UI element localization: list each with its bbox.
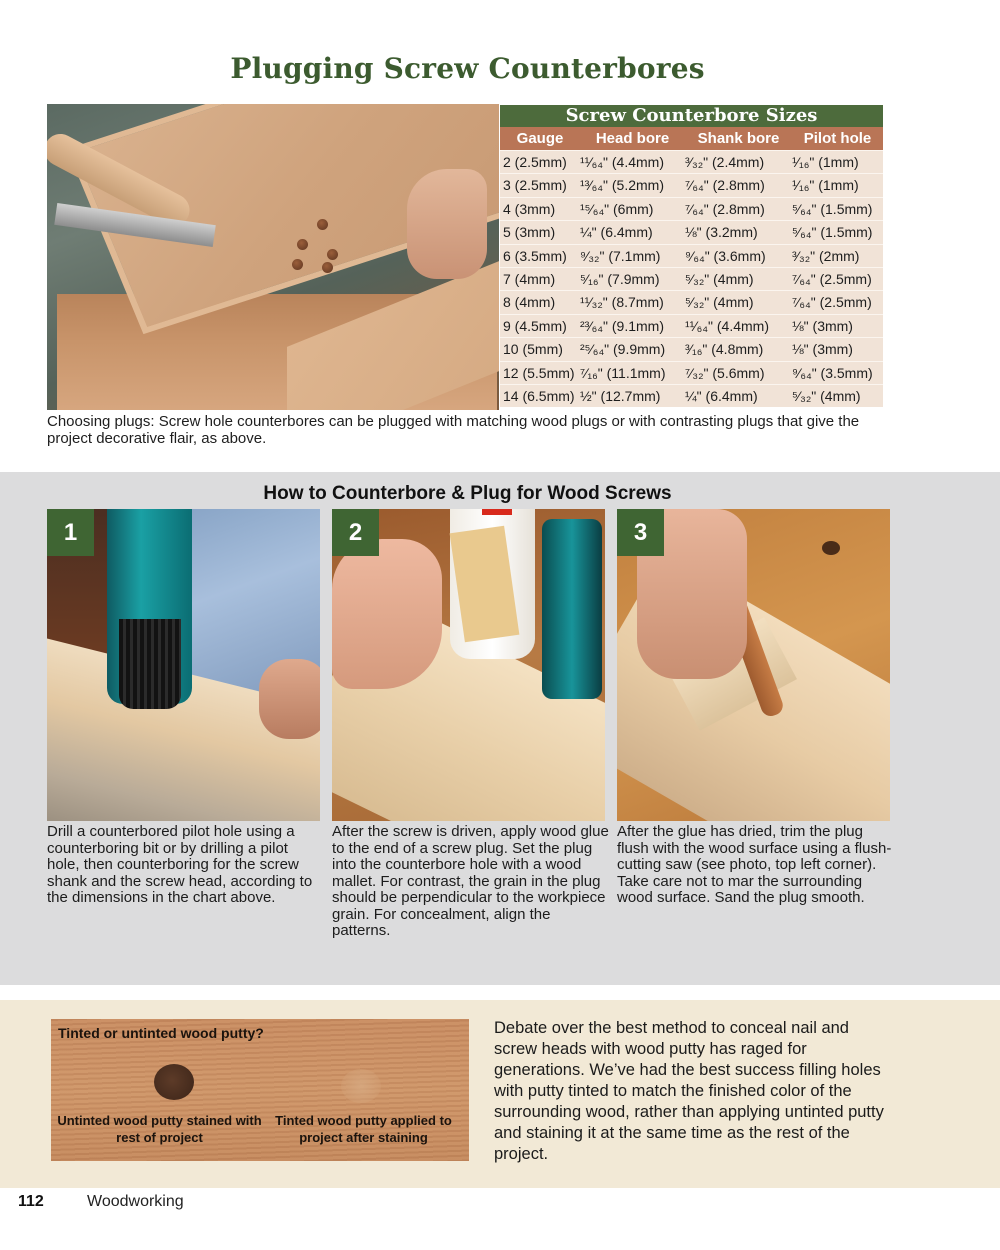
cell-pilot-hole: ⁹⁄₆₄" (3.5mm) (792, 364, 873, 381)
table-row (500, 267, 883, 290)
untinted-putty-spot (154, 1064, 194, 1100)
table-row (500, 220, 883, 243)
glue-bottle-cap (482, 509, 512, 515)
cell-gauge: 6 (3.5mm) (503, 247, 567, 264)
table-row (500, 290, 883, 313)
hand (332, 539, 442, 689)
column-header-gauge: Gauge (516, 130, 564, 147)
cell-pilot-hole: ⁵⁄₆₄" (1.5mm) (792, 200, 873, 217)
wood-plug (327, 249, 338, 260)
cell-shank-bore: ⁷⁄₃₂" (5.6mm) (685, 364, 765, 381)
column-header-pilot-hole: Pilot hole (803, 130, 872, 147)
cell-shank-bore: ⅛" (3.2mm) (685, 224, 758, 241)
table-row (500, 314, 883, 337)
cell-gauge: 2 (2.5mm) (503, 154, 567, 170)
step-1-photo (47, 509, 320, 821)
cell-head-bore: ⁷⁄₁₆" (11.1mm) (580, 364, 666, 381)
cell-head-bore: ½" (12.7mm) (580, 387, 661, 404)
cell-pilot-hole: ¹⁄₁₆" (1mm) (792, 154, 859, 170)
cell-pilot-hole: ⁷⁄₆₄" (2.5mm) (792, 270, 872, 287)
putty-comparison-photo (51, 1019, 469, 1161)
cell-head-bore: ⁹⁄₃₂" (7.1mm) (580, 247, 661, 264)
step-3-text: After the glue has dried, trim the plug flush with the wood surface using a flush-cutting saw (see photo, top left corner). Take care not to mar the surrounding wood surface. Sand the plug smooth. (617, 823, 892, 906)
cell-gauge: 3 (2.5mm) (503, 177, 567, 194)
cell-pilot-hole: ¹⁄₁₆" (1mm) (792, 177, 859, 194)
hand (259, 659, 320, 739)
step-2-photo (332, 509, 605, 821)
step-number-badge: 2 (332, 509, 379, 556)
cell-head-bore: ²³⁄₆₄" (9.1mm) (580, 317, 664, 334)
cell-pilot-hole: ⅛" (3mm) (792, 341, 853, 358)
cell-head-bore: ¹³⁄₆₄" (5.2mm) (580, 177, 664, 194)
cell-head-bore: ¹⁵⁄₆₄" (6mm) (580, 200, 654, 217)
cell-head-bore: ²⁵⁄₆₄" (9.9mm) (580, 341, 666, 358)
wood-plug (292, 259, 303, 270)
cell-gauge: 7 (4mm) (503, 270, 556, 287)
tinted-putty-label: Tinted wood putty applied to project after staining (275, 1113, 452, 1145)
cell-shank-bore: ⁹⁄₆₄" (3.6mm) (685, 247, 766, 264)
wood-plug (322, 262, 333, 273)
putty-photo-heading: Tinted or untinted wood putty? (58, 1025, 264, 1041)
step-number-badge: 1 (47, 509, 94, 556)
cell-gauge: 5 (3mm) (503, 224, 556, 241)
step-2-text: After the screw is driven, apply wood glue to the end of a screw plug. Set the plug into the counterbore hole with a wood mallet. For contrast, the grain in the plug should be perpendicular to the workpiece grain. For concealment, align the patterns. (332, 823, 609, 939)
tinted-putty-spot (341, 1069, 381, 1103)
table-row (500, 361, 883, 384)
cell-shank-bore: ⁵⁄₃₂" (4mm) (685, 294, 754, 311)
hero-caption: Choosing plugs: Screw hole counterbores can be plugged with matching wood plugs or with contrasting plugs that give the project decorative flair, as above. (47, 413, 860, 447)
cell-gauge: 14 (6.5mm) (503, 387, 575, 404)
cell-head-bore: ¹¹⁄₆₄" (4.4mm) (580, 154, 664, 170)
table-row (500, 197, 883, 220)
steps-title: How to Counterbore & Plug for Wood Screws (263, 483, 672, 504)
cell-pilot-hole: ⁵⁄₆₄" (1.5mm) (792, 224, 873, 241)
cell-shank-bore: ⁵⁄₃₂" (4mm) (685, 270, 754, 287)
counterbore-hole (822, 541, 840, 555)
cell-head-bore: ¹¹⁄₃₂" (8.7mm) (580, 294, 664, 311)
cell-gauge: 12 (5.5mm) (503, 364, 575, 381)
drill-chuck (119, 619, 181, 709)
cordless-drill (542, 519, 602, 699)
cell-shank-bore: ³⁄₃₂" (2.4mm) (685, 154, 765, 170)
cell-shank-bore: ⁷⁄₆₄" (2.8mm) (685, 177, 765, 194)
table-row (500, 173, 883, 196)
table-row (500, 384, 883, 407)
table-header-row (500, 127, 883, 150)
cell-shank-bore: ¼" (6.4mm) (685, 387, 758, 404)
cell-gauge: 4 (3mm) (503, 200, 556, 217)
wood-plug (317, 219, 328, 230)
step-1-text: Drill a counterbored pilot hole using a counterboring bit or by drilling a pilot hole, then counterboring for the screw shank and the screw head, according to the dimensions in the chart above. (47, 823, 313, 906)
cell-shank-bore: ¹¹⁄₆₄" (4.4mm) (685, 317, 769, 334)
page-title: Plugging Screw Counterbores (230, 52, 705, 85)
cell-pilot-hole: ⅛" (3mm) (792, 317, 853, 334)
cell-gauge: 8 (4mm) (503, 294, 556, 311)
cell-head-bore: ¼" (6.4mm) (580, 224, 653, 241)
cell-gauge: 9 (4.5mm) (503, 317, 567, 334)
counterbore-sizes-table (500, 105, 883, 407)
cell-shank-bore: ³⁄₁₆" (4.8mm) (685, 341, 764, 358)
cell-pilot-hole: ³⁄₃₂" (2mm) (792, 247, 860, 264)
table-row (500, 337, 883, 360)
cell-gauge: 10 (5mm) (503, 341, 563, 358)
step-number-badge: 3 (617, 509, 664, 556)
table-row (500, 150, 883, 173)
hand (407, 169, 487, 279)
cell-shank-bore: ⁷⁄₆₄" (2.8mm) (685, 200, 765, 217)
cell-pilot-hole: ⁷⁄₆₄" (2.5mm) (792, 294, 872, 311)
step-3-photo (617, 509, 890, 821)
column-header-head-bore: Head bore (595, 130, 670, 147)
book-title: Woodworking (87, 1193, 184, 1210)
cell-head-bore: ⁵⁄₁₆" (7.9mm) (580, 270, 660, 287)
putty-body-text: Debate over the best method to conceal nail and screw heads with wood putty has raged for generations. We’ve had the best success filling holes with putty tinted to match the finished color of the surrounding wood, rather than applying untinted putty and staining it at the same time as the rest of the project. (494, 1019, 884, 1163)
table-title: Screw Counterbore Sizes (500, 105, 883, 127)
cell-pilot-hole: ⁵⁄₃₂" (4mm) (792, 387, 861, 404)
wood-plug (297, 239, 308, 250)
hero-photo-box-with-plugs (47, 104, 499, 410)
table-row (500, 244, 883, 267)
page-number: 112 (18, 1193, 44, 1210)
column-header-shank-bore: Shank bore (697, 130, 780, 147)
page-footer (0, 1193, 1000, 1215)
untinted-putty-label: Untinted wood putty stained with rest of project (57, 1113, 262, 1145)
